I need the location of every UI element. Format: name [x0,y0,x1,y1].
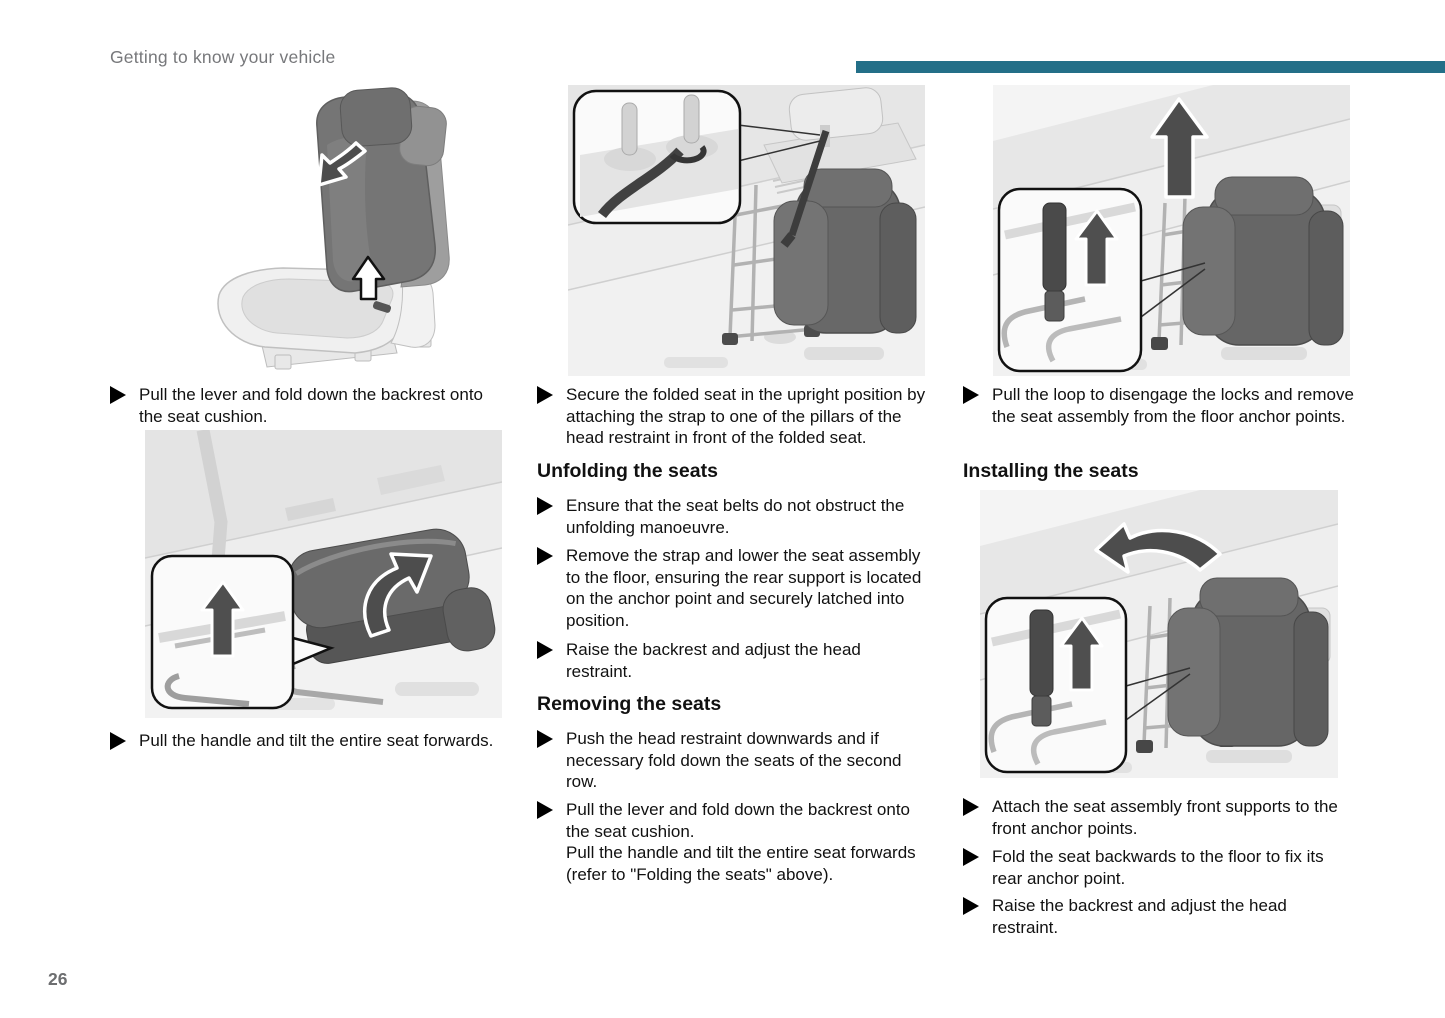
figure-install-seat [980,490,1338,778]
instruction-bullet [537,799,928,886]
figure-folding-seat [205,85,505,378]
instruction-text [566,799,928,886]
instruction-line: Pull the lever and fold down the backrest onto the seat cushion. [566,800,910,841]
instruction-text: Secure the folded seat in the upright position by attaching the strap to one of the pillars of the head restraint in front of the folded seat. [566,385,926,448]
instruction-text: Remove the strap and lower the seat assembly to the floor, ensuring the rear support is located on the anchor point and securely latched into position. [566,546,922,631]
instruction-bullet [963,796,1354,839]
loop-inset [999,189,1141,371]
figure-tilt-seat [145,430,502,718]
instruction-bullet [537,728,928,793]
heading-removing-the-seats: Removing the seats [537,693,722,715]
bullet-triangle-icon [963,386,979,404]
bullet-triangle-icon [110,386,126,404]
instruction-bullet [537,495,928,538]
bullet-triangle-icon [537,386,553,404]
instruction-bullet [963,384,1354,427]
pull-loop [1030,610,1053,696]
figure-remove-seat [993,85,1350,376]
figure-secure-strap [568,85,925,376]
page-number: 26 [48,969,68,989]
instruction-line: Pull the handle and tilt the entire seat forwards (refer to "Folding the seats" above). [566,843,916,885]
instruction-bullet [537,545,928,632]
instruction-text: Pull the handle and tilt the entire seat forwards. [139,731,494,750]
instruction-text: Raise the backrest and adjust the head restraint. [566,640,861,681]
bullet-triangle-icon [963,848,979,866]
instruction-text: Ensure that the seat belts do not obstruct the unfolding manoeuvre. [566,496,905,537]
section-header-title: Getting to know your vehicle [110,47,336,67]
instruction-bullet [963,846,1354,889]
instruction-text: Pull the loop to disengage the locks and remove the seat assembly from the floor anchor points. [992,385,1354,426]
heading-unfolding-the-seats: Unfolding the seats [537,460,718,482]
bullet-triangle-icon [963,798,979,816]
instruction-text: Raise the backrest and adjust the head restraint. [992,896,1287,937]
bullet-triangle-icon [537,801,553,819]
bullet-triangle-icon [537,730,553,748]
instruction-bullet [537,639,928,682]
instruction-text: Fold the seat backwards to the floor to fix its rear anchor point. [992,847,1324,888]
bullet-triangle-icon [537,497,553,515]
loop-inset [986,598,1126,772]
bullet-triangle-icon [537,641,553,659]
bullet-triangle-icon [963,897,979,915]
instruction-text: Attach the seat assembly front supports to the front anchor points. [992,797,1338,838]
instruction-text: Push the head restraint downwards and if necessary fold down the seats of the second row. [566,729,902,792]
instruction-text: Pull the lever and fold down the backrest onto the seat cushion. [139,385,483,426]
instruction-bullet [537,384,928,449]
bullet-triangle-icon [110,732,126,750]
header-accent-bar [856,61,1445,73]
strap-inset [574,91,740,223]
instruction-bullet [963,895,1354,938]
instruction-bullet [110,384,501,427]
instruction-bullet [110,730,501,752]
pull-loop [1043,203,1066,291]
bullet-triangle-icon [537,547,553,565]
heading-installing-the-seats: Installing the seats [963,460,1139,482]
